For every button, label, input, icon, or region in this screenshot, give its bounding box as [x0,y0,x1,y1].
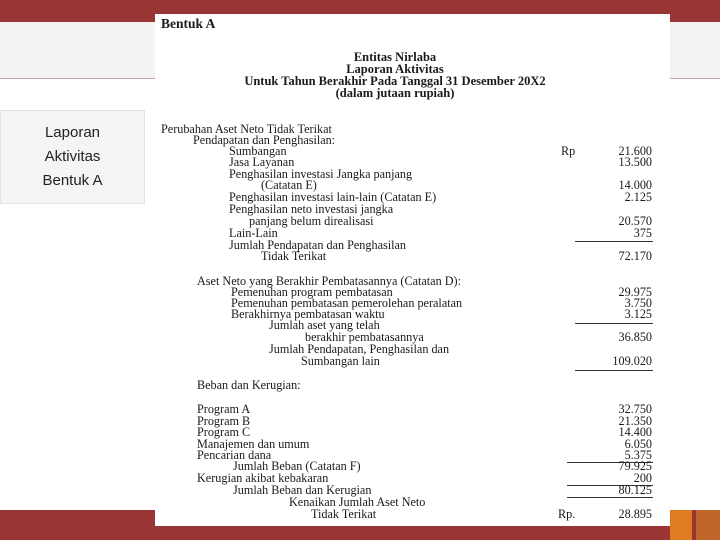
row-amount: 14.400 [618,425,652,439]
row-amount: 3.125 [624,307,652,321]
row-label: panjang belum direalisasi [249,214,374,228]
row-amount: 14.000 [618,178,652,192]
slide-side-title [0,110,145,204]
row-amount: 6.050 [624,437,652,451]
row-label: Penghasilan investasi Jangka panjang [229,167,413,181]
row-amount: 375 [633,226,652,240]
row-amount: 79.925 [618,459,652,473]
row-amount: 72.170 [618,249,652,263]
side-title-line: Aktivitas [44,148,101,165]
row-label: Kenaikan Jumlah Aset Neto [289,495,426,509]
row-label: Jumlah Beban dan Kerugian [233,483,372,497]
row-label: Lain-Lain [229,226,278,240]
row-label: (Catatan E) [261,178,317,192]
row-label: Pemenuhan program pembatasan [231,285,393,299]
subtotal-rule [575,241,653,242]
row-label: berakhir pembatasannya [305,330,424,344]
row-label: Manajemen dan umum [197,437,310,451]
form-label: Bentuk A [161,16,216,31]
row-label: Jumlah Pendapatan, Penghasilan dan [269,342,450,356]
row-amount: 28.895 [618,507,652,521]
row-amount: 109.020 [612,354,652,368]
row-amount: 32.750 [618,402,652,416]
row-label: Program C [197,425,251,439]
row-label: Pemenuhan pembatasan pemerolehan peralatan [231,296,463,310]
section-title: Perubahan Aset Neto Tidak Terikat [161,122,332,136]
row-label: Penghasilan investasi lain-lain (Catatan E) [229,190,437,204]
slide-accent-block-2 [696,510,720,540]
side-title-line: Bentuk A [42,172,103,189]
row-amount: 21.600 [618,144,652,158]
row-label: Tidak Terikat [311,507,377,521]
row-amount: 200 [633,471,652,485]
row-label: Sumbangan [229,144,287,158]
row-amount: 3.750 [624,296,652,310]
subsection-title: Pendapatan dan Penghasilan: [193,133,336,147]
row-label: Tidak Terikat [261,249,327,263]
row-amount: 2.125 [624,190,652,204]
row-label: Program B [197,414,251,428]
subsection-title: Beban dan Kerugian: [197,378,301,392]
row-label: Berakhirnya pembatasan waktu [231,307,385,321]
statement-heading: Laporan Aktivitas [346,62,444,76]
row-label: Pencarian dana [197,448,272,462]
row-amount: 29.975 [618,285,652,299]
row-label: Jumlah aset yang telah [269,318,380,332]
row-amount: 36.850 [618,330,652,344]
currency-label: Rp [561,144,576,158]
financial-statement-image [155,14,670,526]
row-label: Sumbangan lain [301,354,380,368]
subtotal-rule [575,323,653,324]
statement-heading: (dalam jutaan rupiah) [335,86,455,100]
row-label: Jumlah Beban (Catatan F) [233,459,361,473]
row-label: Jumlah Pendapatan dan Penghasilan [229,238,407,252]
slide-accent-block [670,510,692,540]
side-title-line: Laporan [44,124,101,141]
row-label: Penghasilan neto investasi jangka [229,202,394,216]
row-label: Jasa Layanan [229,155,295,169]
subtotal-rule [567,497,653,498]
row-amount: 20.570 [618,214,652,228]
statement-heading: Untuk Tahun Berakhir Pada Tanggal 31 Desember 20X2 [244,74,546,88]
row-label: Kerugian akibat kebakaran [197,471,329,485]
row-amount: 13.500 [618,155,652,169]
row-amount: 80.125 [618,483,652,497]
slide-header-panel-right [670,22,720,78]
row-amount: 21.350 [618,414,652,428]
subsection-title: Aset Neto yang Berakhir Pembatasannya (Catatan D): [197,274,461,288]
statement-heading: Entitas Nirlaba [353,50,437,64]
row-label: Program A [197,402,251,416]
row-amount: 5.375 [624,448,652,462]
subtotal-rule [575,370,653,371]
slide-header-panel [0,22,155,78]
currency-label: Rp. [558,507,576,521]
